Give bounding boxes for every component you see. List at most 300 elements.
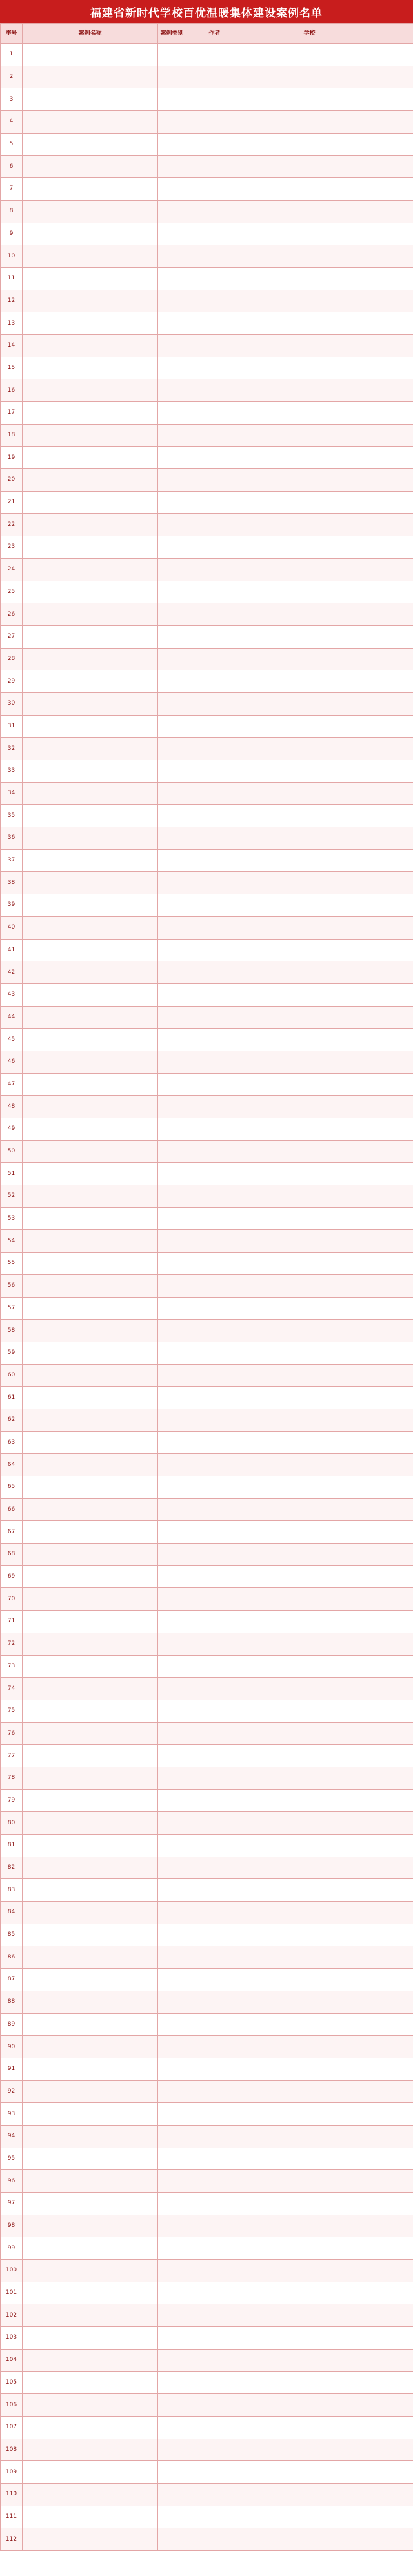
cell-category [158, 536, 186, 559]
cell-no: 111 [1, 2506, 23, 2528]
cell-school [243, 2282, 376, 2304]
cell-category [158, 1476, 186, 1499]
cell-no: 55 [1, 1253, 23, 1275]
cell-extra [376, 1476, 413, 1499]
cell-category [158, 88, 186, 111]
cell-no: 77 [1, 1745, 23, 1767]
cell-school [243, 1207, 376, 1230]
cell-name [23, 2349, 158, 2371]
cell-author [186, 1588, 243, 1611]
cell-school [243, 2461, 376, 2484]
table-row [1, 1051, 413, 1073]
cell-school [243, 648, 376, 670]
cell-no: 43 [1, 983, 23, 1006]
cell-extra [376, 469, 413, 492]
cell-category [158, 738, 186, 760]
cell-school [243, 2215, 376, 2237]
table-row [1, 200, 413, 223]
cell-name [23, 2148, 158, 2170]
cell-no: 110 [1, 2483, 23, 2506]
table-row [1, 2439, 413, 2461]
table-row [1, 1320, 413, 1342]
cell-name [23, 1253, 158, 1275]
cell-no: 98 [1, 2215, 23, 2237]
cell-no: 7 [1, 178, 23, 201]
cell-no: 63 [1, 1431, 23, 1454]
cell-school [243, 1722, 376, 1745]
cell-school [243, 1476, 376, 1499]
cell-name [23, 648, 158, 670]
cell-extra [376, 514, 413, 536]
table-row [1, 111, 413, 134]
cell-category [158, 267, 186, 290]
cell-no: 27 [1, 625, 23, 648]
table-row [1, 2193, 413, 2215]
cell-category [158, 1969, 186, 1991]
cell-category [158, 2080, 186, 2103]
cell-author [186, 670, 243, 693]
cell-no: 86 [1, 1946, 23, 1969]
cell-name [23, 1207, 158, 1230]
cell-category [158, 178, 186, 201]
cell-extra [376, 603, 413, 626]
cell-no: 81 [1, 1835, 23, 1857]
cell-school [243, 536, 376, 559]
cell-no: 66 [1, 1498, 23, 1521]
cell-extra [376, 670, 413, 693]
cell-name [23, 357, 158, 379]
cell-author [186, 625, 243, 648]
cell-category [158, 1185, 186, 1208]
cell-extra [376, 581, 413, 603]
cell-school [243, 1521, 376, 1544]
cell-author [186, 2237, 243, 2260]
cell-extra [376, 1902, 413, 1924]
cell-category [158, 66, 186, 88]
cell-name [23, 424, 158, 447]
cell-extra [376, 2148, 413, 2170]
table-row [1, 2036, 413, 2058]
cell-school [243, 2193, 376, 2215]
table-row [1, 357, 413, 379]
cell-extra [376, 2506, 413, 2528]
cell-school [243, 2394, 376, 2417]
cell-author [186, 44, 243, 66]
table-row [1, 2103, 413, 2126]
cell-author [186, 2080, 243, 2103]
cell-author [186, 111, 243, 134]
cell-name [23, 2394, 158, 2417]
cell-no: 80 [1, 1812, 23, 1835]
cell-school [243, 1835, 376, 1857]
table-row [1, 447, 413, 469]
cell-extra [376, 1454, 413, 1476]
cell-extra [376, 1521, 413, 1544]
cell-no: 12 [1, 290, 23, 312]
cell-name [23, 1700, 158, 1722]
cell-extra [376, 2416, 413, 2439]
cell-name [23, 223, 158, 245]
cell-category [158, 1140, 186, 1163]
cell-name [23, 872, 158, 894]
cell-name [23, 849, 158, 872]
cell-extra [376, 2013, 413, 2036]
cell-category [158, 2058, 186, 2080]
cell-category [158, 2260, 186, 2282]
cell-category [158, 156, 186, 178]
table-row [1, 1342, 413, 1364]
cell-no: 52 [1, 1185, 23, 1208]
cell-school [243, 715, 376, 738]
cell-extra [376, 1342, 413, 1364]
cell-author [186, 827, 243, 850]
table-row [1, 1722, 413, 1745]
cell-author [186, 1565, 243, 1588]
cell-category [158, 1812, 186, 1835]
cell-no: 65 [1, 1476, 23, 1499]
cell-author [186, 2148, 243, 2170]
cell-no: 4 [1, 111, 23, 134]
cell-school [243, 1633, 376, 1655]
cell-name [23, 670, 158, 693]
cell-no: 71 [1, 1611, 23, 1633]
cell-author [186, 2170, 243, 2193]
cell-extra [376, 1678, 413, 1700]
cell-extra [376, 1991, 413, 2013]
cell-category [158, 1320, 186, 1342]
cell-name [23, 1006, 158, 1029]
cell-school [243, 1274, 376, 1297]
cell-author [186, 402, 243, 425]
cell-extra [376, 2461, 413, 2484]
table-row [1, 267, 413, 290]
table-row [1, 558, 413, 581]
cell-author [186, 1789, 243, 1812]
cell-name [23, 1924, 158, 1946]
cell-author [186, 1835, 243, 1857]
cell-school [243, 2013, 376, 2036]
cell-category [158, 1073, 186, 1096]
cell-extra [376, 983, 413, 1006]
cell-name [23, 1498, 158, 1521]
cell-author [186, 312, 243, 335]
cell-school [243, 267, 376, 290]
cell-school [243, 1006, 376, 1029]
cell-author [186, 849, 243, 872]
title-bar [0, 0, 413, 23]
cell-category [158, 200, 186, 223]
cell-category [158, 1879, 186, 1902]
cell-no: 107 [1, 2416, 23, 2439]
cell-extra [376, 1320, 413, 1342]
cell-no: 61 [1, 1387, 23, 1409]
cell-category [158, 1297, 186, 1320]
cell-name [23, 200, 158, 223]
cell-name [23, 1857, 158, 1879]
cell-author [186, 1274, 243, 1297]
cell-name [23, 715, 158, 738]
cell-author [186, 1722, 243, 1745]
cell-extra [376, 1364, 413, 1387]
table-row [1, 133, 413, 156]
cell-author [186, 469, 243, 492]
table-row [1, 1588, 413, 1611]
cell-extra [376, 178, 413, 201]
cell-name [23, 2416, 158, 2439]
cell-no: 23 [1, 536, 23, 559]
cell-extra [376, 782, 413, 805]
table-row [1, 312, 413, 335]
table-row [1, 1565, 413, 1588]
cell-category [158, 2349, 186, 2371]
cell-extra [376, 223, 413, 245]
cell-name [23, 469, 158, 492]
cell-no: 96 [1, 2170, 23, 2193]
cell-extra [376, 2103, 413, 2126]
cell-extra [376, 2125, 413, 2148]
cell-extra [376, 805, 413, 827]
cell-author [186, 514, 243, 536]
table-row [1, 1118, 413, 1141]
cell-school [243, 402, 376, 425]
cell-author [186, 223, 243, 245]
cell-name [23, 1588, 158, 1611]
cell-category [158, 290, 186, 312]
cell-name [23, 1969, 158, 1991]
cell-category [158, 961, 186, 984]
table-row [1, 1140, 413, 1163]
cell-no: 51 [1, 1163, 23, 1185]
cell-category [158, 1857, 186, 1879]
cell-category [158, 245, 186, 268]
cell-school [243, 245, 376, 268]
cell-school [243, 1946, 376, 1969]
cell-school [243, 1789, 376, 1812]
table-row [1, 1611, 413, 1633]
cell-name [23, 1722, 158, 1745]
cell-extra [376, 2483, 413, 2506]
cell-school [243, 447, 376, 469]
cell-author [186, 1431, 243, 1454]
header-no: 序号 [1, 24, 23, 44]
cell-extra [376, 536, 413, 559]
cell-extra [376, 738, 413, 760]
cell-extra [376, 1611, 413, 1633]
table-row [1, 939, 413, 961]
cell-category [158, 2193, 186, 2215]
cell-no: 16 [1, 379, 23, 402]
cell-no: 99 [1, 2237, 23, 2260]
cell-no: 33 [1, 760, 23, 783]
cell-name [23, 1342, 158, 1364]
cell-author [186, 805, 243, 827]
cell-author [186, 2260, 243, 2282]
table-row [1, 379, 413, 402]
table-row [1, 1006, 413, 1029]
cell-school [243, 357, 376, 379]
cell-name [23, 1163, 158, 1185]
cell-author [186, 2193, 243, 2215]
cell-no: 1 [1, 44, 23, 66]
table-row [1, 2304, 413, 2327]
cell-extra [376, 961, 413, 984]
table-row [1, 1029, 413, 1051]
cell-name [23, 2327, 158, 2350]
cell-name [23, 2215, 158, 2237]
cell-author [186, 2058, 243, 2080]
table-row [1, 88, 413, 111]
cell-name [23, 1476, 158, 1499]
cell-author [186, 1364, 243, 1387]
cell-no: 25 [1, 581, 23, 603]
cell-school [243, 514, 376, 536]
cell-name [23, 514, 158, 536]
cell-no: 24 [1, 558, 23, 581]
cell-no: 73 [1, 1655, 23, 1678]
cell-author [186, 1096, 243, 1118]
cell-name [23, 2036, 158, 2058]
table-row [1, 715, 413, 738]
cell-extra [376, 2394, 413, 2417]
cell-author [186, 1320, 243, 1342]
cell-category [158, 357, 186, 379]
cell-name [23, 983, 158, 1006]
cell-author [186, 1611, 243, 1633]
cell-category [158, 1253, 186, 1275]
table-row [1, 2394, 413, 2417]
cell-author [186, 290, 243, 312]
cell-name [23, 738, 158, 760]
cell-category [158, 2416, 186, 2439]
cell-extra [376, 1565, 413, 1588]
table-row [1, 760, 413, 783]
cell-no: 93 [1, 2103, 23, 2126]
cell-extra [376, 1812, 413, 1835]
cell-author [186, 1297, 243, 1320]
cell-name [23, 290, 158, 312]
cell-author [186, 357, 243, 379]
cell-school [243, 2528, 376, 2551]
cell-school [243, 2080, 376, 2103]
cell-name [23, 2260, 158, 2282]
cell-extra [376, 872, 413, 894]
cell-school [243, 2036, 376, 2058]
cell-name [23, 1387, 158, 1409]
table-row [1, 1454, 413, 1476]
cell-no: 72 [1, 1633, 23, 1655]
cell-category [158, 916, 186, 939]
cell-school [243, 760, 376, 783]
cell-extra [376, 2036, 413, 2058]
cell-no: 32 [1, 738, 23, 760]
cell-extra [376, 1431, 413, 1454]
cell-no: 76 [1, 1722, 23, 1745]
cell-category [158, 111, 186, 134]
cell-extra [376, 88, 413, 111]
cell-extra [376, 44, 413, 66]
table-row [1, 424, 413, 447]
cell-category [158, 805, 186, 827]
cell-author [186, 1387, 243, 1409]
cell-school [243, 1364, 376, 1387]
cell-no: 41 [1, 939, 23, 961]
cell-extra [376, 357, 413, 379]
cell-no: 10 [1, 245, 23, 268]
cell-school [243, 1185, 376, 1208]
cell-no: 64 [1, 1454, 23, 1476]
cell-author [186, 715, 243, 738]
cell-school [243, 1879, 376, 1902]
table-row [1, 1274, 413, 1297]
cell-name [23, 88, 158, 111]
table-row [1, 2237, 413, 2260]
cell-author [186, 1342, 243, 1364]
cell-name [23, 916, 158, 939]
cell-extra [376, 760, 413, 783]
table-row [1, 2260, 413, 2282]
cell-category [158, 2282, 186, 2304]
table-row [1, 1745, 413, 1767]
cell-category [158, 603, 186, 626]
table-row [1, 2416, 413, 2439]
cell-category [158, 379, 186, 402]
cell-name [23, 133, 158, 156]
cell-extra [376, 1924, 413, 1946]
cell-author [186, 558, 243, 581]
cell-school [243, 872, 376, 894]
cell-author [186, 1073, 243, 1096]
cell-category [158, 2439, 186, 2461]
cell-extra [376, 1118, 413, 1141]
cell-author [186, 2125, 243, 2148]
cell-no: 30 [1, 692, 23, 715]
cell-extra [376, 1274, 413, 1297]
cell-school [243, 1029, 376, 1051]
cell-school [243, 1163, 376, 1185]
cell-extra [376, 1140, 413, 1163]
cell-school [243, 1140, 376, 1163]
cell-school [243, 2327, 376, 2350]
cell-school [243, 983, 376, 1006]
cell-name [23, 1230, 158, 1253]
cell-author [186, 738, 243, 760]
cell-no: 37 [1, 849, 23, 872]
cell-name [23, 267, 158, 290]
header-school: 学校 [243, 24, 376, 44]
cell-no: 15 [1, 357, 23, 379]
cell-name [23, 536, 158, 559]
table-row [1, 625, 413, 648]
cell-extra [376, 827, 413, 850]
table-row [1, 1521, 413, 1544]
cell-extra [376, 625, 413, 648]
cell-school [243, 156, 376, 178]
cell-category [158, 558, 186, 581]
table-row [1, 1073, 413, 1096]
cell-author [186, 245, 243, 268]
cell-category [158, 1521, 186, 1544]
cell-name [23, 581, 158, 603]
cell-extra [376, 1857, 413, 1879]
table-row [1, 1767, 413, 1789]
cell-school [243, 894, 376, 917]
cell-category [158, 2036, 186, 2058]
cell-no: 22 [1, 514, 23, 536]
cell-name [23, 1096, 158, 1118]
cell-name [23, 1655, 158, 1678]
cell-name [23, 827, 158, 850]
cell-author [186, 782, 243, 805]
